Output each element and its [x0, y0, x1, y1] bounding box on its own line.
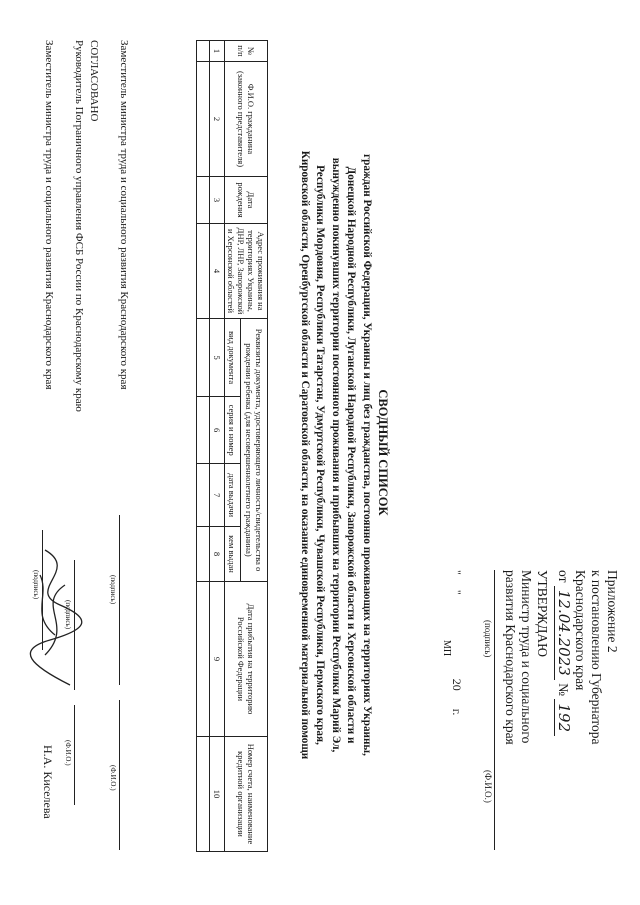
- stamp-place: МП: [441, 640, 452, 657]
- empty-cell: [197, 527, 210, 582]
- approve-title: УТВЕРЖДАЮ: [535, 570, 550, 658]
- subtitle-line: Кировской области, Оренбургской области и Саратовской области, на оказание единовременной материальной помощи: [299, 150, 311, 760]
- col-num: 4: [210, 224, 225, 319]
- fio-line: [74, 705, 75, 805]
- signature-caption: (подпись): [64, 600, 72, 630]
- signature-caption: (подпись): [109, 575, 117, 605]
- col-num: 1: [210, 41, 225, 62]
- subtitle-line: вынужденно покинувших территории постоянного проживания и прибывших на территории Республики Марий Эл,: [330, 157, 342, 753]
- approve-line1: Министр труда и социального: [519, 570, 534, 744]
- signature-caption: (подпись): [32, 570, 40, 600]
- empty-cell: [197, 464, 210, 527]
- header-doc-issuer: кем выдан: [225, 527, 241, 582]
- document-title: СВОДНЫЙ СПИСОК: [376, 389, 390, 516]
- appendix-line3: Краснодарского края: [573, 570, 588, 691]
- header-doc: Реквизиты документа, удостоверяющего личность/свидетельства о рождении ребенка (для несовершеннолетнего гражданина): [240, 319, 267, 582]
- header-birth: Дата рождения: [225, 177, 268, 224]
- approve-fio-caption: (Ф.И.О.): [483, 770, 493, 803]
- header-arrival: Дата прибытия на территорию Российской Федерации: [225, 582, 268, 737]
- approve-sign-line: [486, 570, 495, 850]
- approve-sign-caption: (подпись): [483, 620, 493, 658]
- col-num: 9: [210, 582, 225, 737]
- header-account: Номер счета, наименование кредитной организации: [225, 737, 268, 852]
- empty-cell: [197, 177, 210, 224]
- border-service-head: Руководитель Пограничного управления ФСБ России по Краснодарскому краю: [73, 40, 85, 412]
- col-num: 5: [210, 319, 225, 397]
- header-doc-type: вид документа: [225, 319, 241, 397]
- fio-caption: (Ф.И.О.): [64, 740, 72, 766]
- deputy-minister-line: Заместитель министра труда и социального развития Краснодарского края: [118, 40, 130, 390]
- column-number-row: [210, 41, 225, 852]
- col-num: 3: [210, 177, 225, 224]
- appendix-block: [555, 570, 620, 900]
- subtitle-line: граждан Российской Федерации, Украины и лиц без гражданства, постоянно проживающих на территориях Украины,: [361, 154, 373, 756]
- header-doc-date: дата выдачи: [225, 464, 241, 527]
- table-empty-row: [197, 41, 210, 852]
- approval-block: [502, 570, 550, 745]
- fio-line: [119, 700, 120, 850]
- header-fio: Ф.И.О. гражданина (законного представителя): [225, 62, 268, 177]
- decree-number: 192: [554, 699, 573, 736]
- appendix-date-row: [555, 570, 572, 900]
- table-header-row: [240, 41, 267, 852]
- fio-caption: (Ф.И.О.): [109, 765, 117, 791]
- handwritten-signature: [20, 545, 90, 695]
- col-num: 6: [210, 397, 225, 464]
- col-num: 8: [210, 527, 225, 582]
- appendix-line2: к постановлению Губернатора: [589, 570, 604, 745]
- approve-date-line: " " 20 г.: [450, 570, 464, 716]
- empty-cell: [197, 224, 210, 319]
- subtitle-line: Донецкой Народной Республики, Луганской Народной Республики, Запорожской области и Херсонской области и: [345, 166, 358, 744]
- approve-sign-row: [483, 570, 495, 850]
- decree-date: 12.04.2023: [554, 586, 573, 680]
- header-doc-series: серия и номер: [225, 397, 241, 464]
- approve-line2: развития Краснодарского края: [503, 570, 518, 745]
- subtitle-line: Республики Мордовия, Республики Татарстан, Удмуртской Республики, Чувашской Республики, Пермского края,: [314, 165, 327, 745]
- empty-cell: [197, 319, 210, 397]
- col-num: 2: [210, 62, 225, 177]
- col-num: 10: [210, 737, 225, 852]
- document-subtitle: [297, 40, 375, 870]
- empty-cell: [197, 62, 210, 177]
- header-address: Адрес проживания на территориях Украины, ДНР, ЛНР, Запорожской и Херсонской областей: [225, 224, 268, 319]
- empty-cell: [197, 582, 210, 737]
- appendix-line1: Приложение 2: [605, 570, 620, 653]
- deputy-minister-2: Заместитель министра труда и социального развития Краснодарского края: [43, 40, 55, 390]
- signature-line: [119, 515, 120, 685]
- empty-cell: [197, 397, 210, 464]
- deputy-minister-name: Н.А. Киселева: [41, 745, 55, 819]
- number-label: №: [556, 683, 571, 697]
- agreed-label: СОГЛАСОВАНО: [88, 40, 100, 122]
- empty-cell: [197, 41, 210, 62]
- empty-cell: [197, 737, 210, 852]
- col-num: 7: [210, 464, 225, 527]
- from-label: от: [556, 570, 571, 583]
- header-num: № п/п: [225, 41, 268, 62]
- summary-table: [196, 40, 268, 852]
